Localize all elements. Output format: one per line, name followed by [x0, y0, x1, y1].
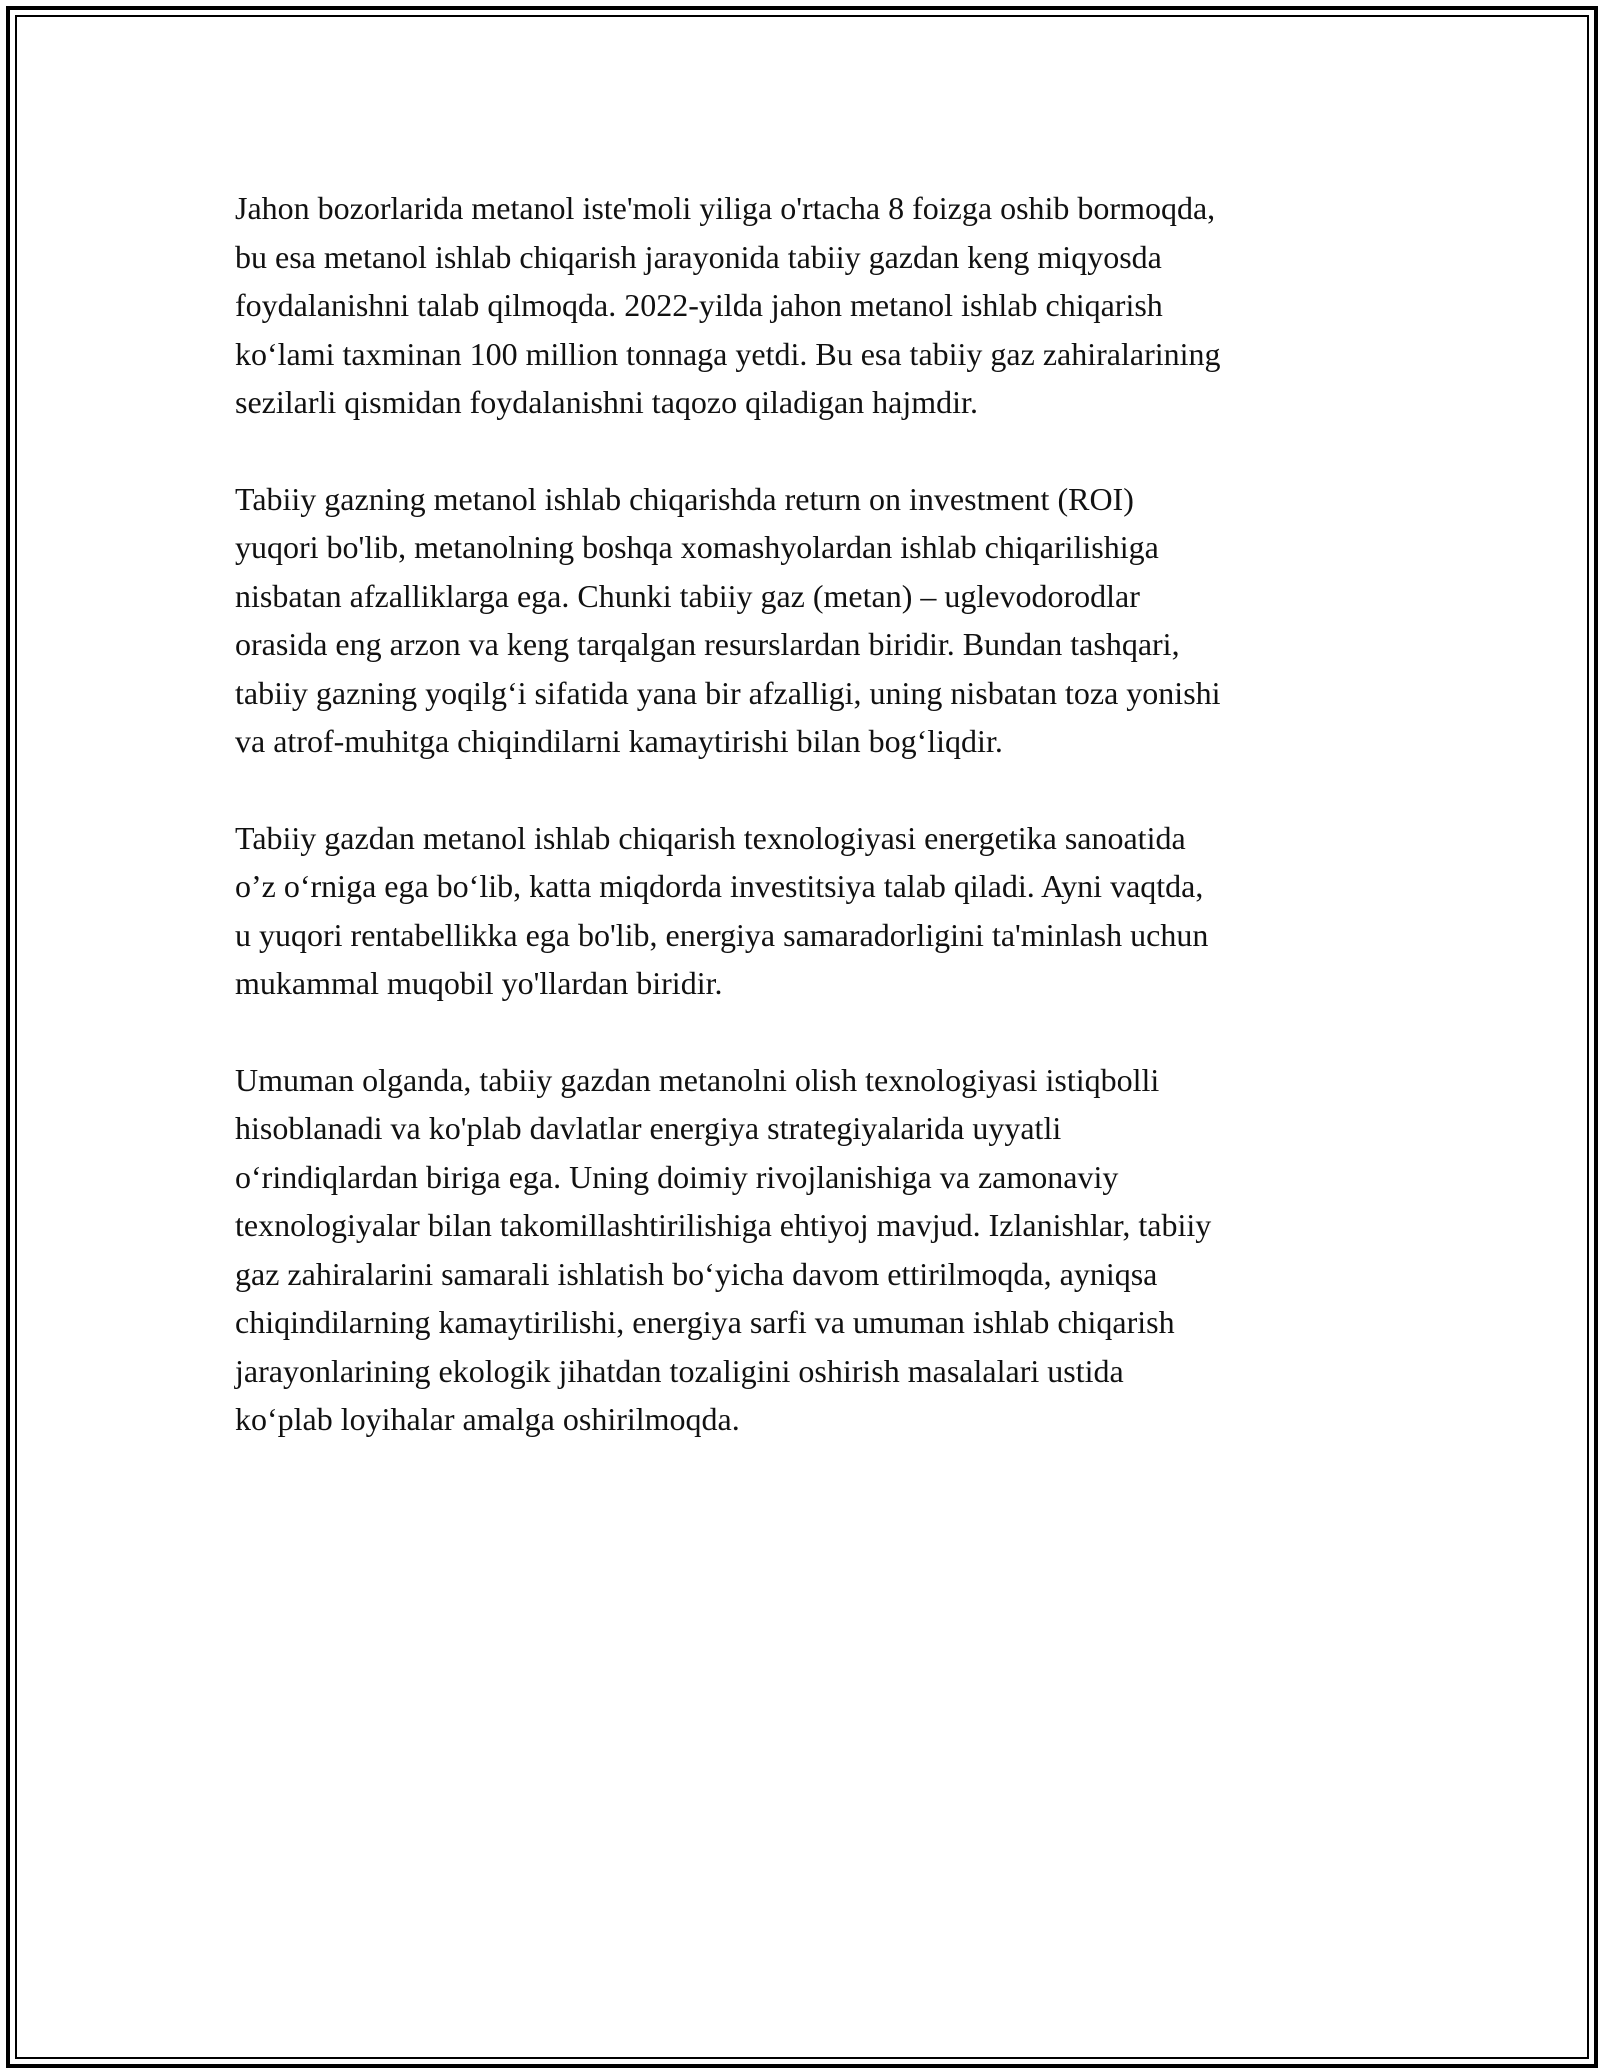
text-line: ko‘lami taxminan 100 million tonnaga yetdi. Bu esa tabiiy gaz zahiralarining [235, 335, 1221, 372]
paragraph-2 [235, 475, 1405, 766]
text-line: bu esa metanol ishlab chiqarish jarayonida tabiiy gazdan keng miqyosda [235, 238, 1162, 275]
text-line: u yuqori rentabellikka ega bo'lib, energiya samaradorligini ta'minlash uchun [235, 916, 1209, 953]
text-line: tabiiy gazning yoqilg‘i sifatida yana bir afzalligi, uning nisbatan toza yonishi [235, 674, 1221, 711]
text-line: hisoblanadi va ko'plab davlatlar energiya strategiyalarida uyyatli [235, 1110, 1062, 1146]
text-line: orasida eng arzon va keng tarqalgan resurslardan biridir. Bundan tashqari, [235, 626, 1180, 662]
text-line: Tabiiy gazning metanol ishlab chiqarishda return on investment (ROI) [235, 480, 1134, 517]
text-line: yuqori bo'lib, metanolning boshqa xomashyolardan ishlab chiqarilishiga [235, 529, 1159, 565]
text-line: ko‘plab loyihalar amalga oshirilmoqda. [235, 1401, 740, 1437]
text-line: Umuman olganda, tabiiy gazdan metanolni olish texnologiyasi istiqbolli [235, 1061, 1160, 1098]
text-line: o’z o‘rniga ega bo‘lib, katta miqdorda investitsiya talab qiladi. Ayni vaqtda, [235, 868, 1204, 904]
paragraph-3 [235, 814, 1405, 1008]
text-line: chiqindilarning kamaytirilishi, energiya sarfi va umuman ishlab chiqarish [235, 1304, 1175, 1340]
text-line: nisbatan afzalliklarga ega. Chunki tabiiy gaz (metan) – uglevodorodlar [235, 577, 1140, 614]
text-line: va atrof-muhitga chiqindilarni kamaytirishi bilan bog‘liqdir. [235, 723, 1003, 759]
paragraph-1 [235, 184, 1405, 427]
text-line: gaz zahiralarini samarali ishlatish bo‘yicha davom ettirilmoqda, ayniqsa [235, 1255, 1158, 1292]
text-line: texnologiyalar bilan takomillashtirilishiga ehtiyoj mavjud. Izlanishlar, tabiiy [235, 1207, 1212, 1243]
text-line: Jahon bozorlarida metanol iste'moli yiliga o'rtacha 8 foizga oshib bormoqda, [235, 190, 1216, 226]
text-line: mukammal muqobil yo'llardan biridir. [235, 965, 723, 1001]
text-line: o‘rindiqlardan biriga ega. Uning doimiy rivojlanishiga va zamonaviy [235, 1158, 1119, 1195]
text-line: Tabiiy gazdan metanol ishlab chiqarish texnologiyasi energetika sanoatida [235, 819, 1186, 856]
text-line: foydalanishni talab qilmoqda. 2022-yilda jahon metanol ishlab chiqarish [235, 287, 1163, 323]
paragraph-4 [235, 1056, 1405, 1444]
document-body [235, 184, 1405, 1492]
text-line: jarayonlarining ekologik jihatdan tozaligini oshirish masalalari ustida [235, 1352, 1124, 1389]
text-line: sezilarli qismidan foydalanishni taqozo qiladigan hajmdir. [235, 384, 978, 420]
